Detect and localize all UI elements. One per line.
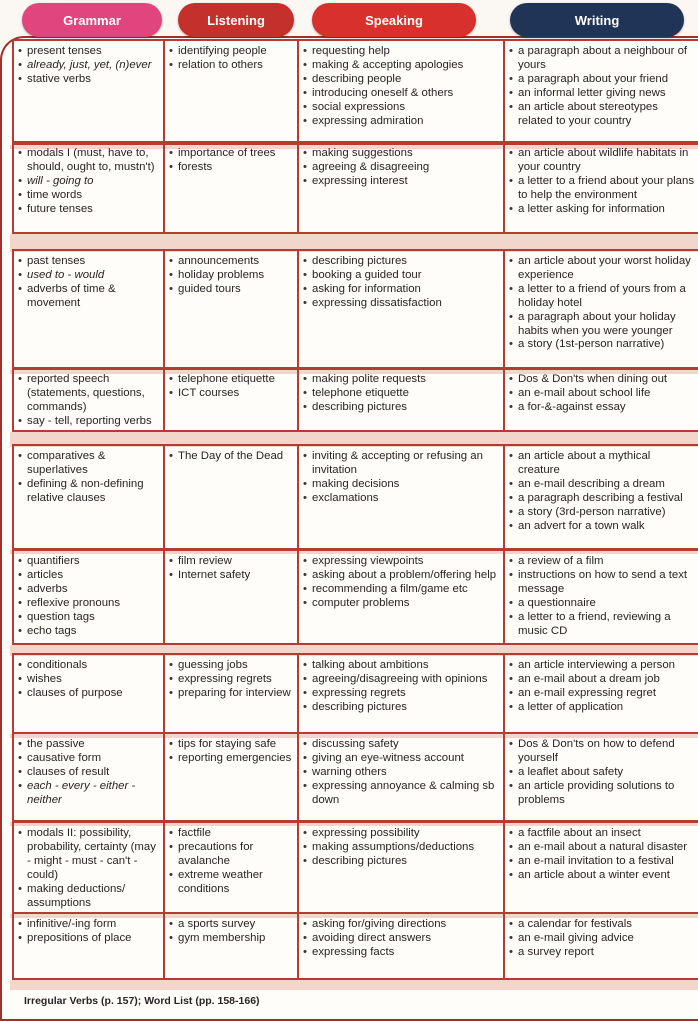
list-item: • instructions on how to send a text message: [505, 569, 695, 597]
list-item: • reflexive pronouns: [14, 597, 162, 611]
grammar-topic-list: [14, 659, 162, 701]
listening-topic-list: [165, 147, 296, 175]
list-item: • present tenses: [14, 45, 162, 59]
list-item: • talking about ambitions: [299, 659, 502, 673]
list-item: • inviting & accepting or refusing an invitation: [299, 450, 502, 478]
grammar-topic-list: [14, 450, 162, 506]
list-item: • recommending a film/game etc: [299, 583, 502, 597]
list-item: • avoiding direct answers: [299, 932, 502, 946]
cell-grammar: [14, 146, 165, 217]
list-item: • expressing annoyance & calming sb down: [299, 780, 502, 808]
listening-topic-list: [165, 827, 296, 897]
list-item: • an e-mail about a natural disaster: [505, 841, 695, 855]
cell-grammar: [14, 44, 165, 87]
cell-listening: [165, 554, 299, 583]
writing-topic-list: [505, 918, 695, 960]
list-item: • a story (3rd-person narrative): [505, 506, 695, 520]
list-item: • an e-mail invitation to a festival: [505, 855, 695, 869]
list-item: • the passive: [14, 738, 162, 752]
tab-grammar[interactable]: Grammar: [22, 3, 162, 37]
list-item: • wishes: [14, 673, 162, 687]
list-item: • modals I (must, have to, should, ought to, mustn't): [14, 147, 162, 175]
list-item: • used to - would: [14, 269, 162, 283]
list-item: • question tags: [14, 611, 162, 625]
cell-listening: [165, 254, 299, 297]
list-item: • gym membership: [165, 932, 296, 946]
writing-topic-list: [505, 659, 695, 715]
list-item: • stative verbs: [14, 73, 162, 87]
list-item: • expressing interest: [299, 175, 502, 189]
cell-grammar: [14, 826, 165, 910]
column-headers: [0, 0, 698, 40]
cell-grammar: [14, 658, 165, 701]
grammar-topic-list: [14, 45, 162, 87]
list-item: • making & accepting apologies: [299, 59, 502, 73]
cell-speaking: [299, 449, 505, 506]
speaking-topic-list: [299, 555, 502, 611]
list-item: • asking about a problem/offering help: [299, 569, 502, 583]
row-border: [12, 444, 698, 446]
list-item: • agreeing & disagreeing: [299, 161, 502, 175]
listening-topic-list: [165, 450, 296, 464]
list-item: • an e-mail describing a dream: [505, 478, 695, 492]
list-item: • already, just, yet, (n)ever: [14, 59, 162, 73]
list-item: • guessing jobs: [165, 659, 296, 673]
speaking-topic-list: [299, 827, 502, 869]
list-item: • a paragraph about a neighbour of yours: [505, 45, 695, 73]
cell-writing: [505, 449, 698, 533]
tab-listening[interactable]: Listening: [178, 3, 294, 37]
list-item: • adverbs of time & movement: [14, 283, 162, 311]
writing-topic-list: [505, 255, 695, 352]
row-separator: [10, 980, 698, 990]
list-item: • requesting help: [299, 45, 502, 59]
list-item: • a for-&-against essay: [505, 401, 695, 415]
cell-grammar: [14, 554, 165, 638]
list-item: • an informal letter giving news: [505, 87, 695, 101]
cell-writing: [505, 554, 698, 638]
cell-speaking: [299, 826, 505, 869]
cell-writing: [505, 44, 698, 128]
list-item: • articles: [14, 569, 162, 583]
list-item: • an article about a mythical creature: [505, 450, 695, 478]
list-item: • computer problems: [299, 597, 502, 611]
grammar-topic-list: [14, 147, 162, 217]
speaking-topic-list: [299, 450, 502, 506]
list-item: • conditionals: [14, 659, 162, 673]
list-item: • expressing viewpoints: [299, 555, 502, 569]
row-border: [12, 232, 698, 234]
speaking-topic-list: [299, 373, 502, 415]
list-item: • exclamations: [299, 492, 502, 506]
list-item: • future tenses: [14, 203, 162, 217]
grammar-topic-list: [14, 738, 162, 808]
list-item: • an e-mail expressing regret: [505, 687, 695, 701]
speaking-topic-list: [299, 659, 502, 715]
list-item: • Dos & Don'ts when dining out: [505, 373, 695, 387]
list-item: • precautions for avalanche: [165, 841, 296, 869]
list-item: • guided tours: [165, 283, 296, 297]
listening-topic-list: [165, 255, 296, 297]
cell-listening: [165, 737, 299, 766]
list-item: • announcements: [165, 255, 296, 269]
list-item: • describing pictures: [299, 701, 502, 715]
list-item: • a letter to a friend, reviewing a music CD: [505, 611, 695, 639]
row-border: [12, 821, 698, 823]
list-item: • an article interviewing a person: [505, 659, 695, 673]
row-border: [12, 143, 698, 145]
list-item: • defining & non-defining relative clauses: [14, 478, 162, 506]
list-item: • each - every - either - neither: [14, 780, 162, 808]
list-item: • say - tell, reporting verbs: [14, 415, 162, 429]
list-item: • agreeing/disagreeing with opinions: [299, 673, 502, 687]
cell-speaking: [299, 917, 505, 960]
grammar-topic-list: [14, 255, 162, 311]
list-item: • clauses of purpose: [14, 687, 162, 701]
list-item: • prepositions of place: [14, 932, 162, 946]
list-item: • an article about stereotypes related to your country: [505, 101, 695, 129]
list-item: • expressing regrets: [165, 673, 296, 687]
footer-note: Irregular Verbs (p. 157); Word List (pp. 158-166): [24, 995, 260, 1007]
speaking-topic-list: [299, 255, 502, 311]
list-item: • an advert for a town walk: [505, 520, 695, 534]
row-border: [12, 249, 698, 251]
list-item: • telephone etiquette: [165, 373, 296, 387]
list-item: • social expressions: [299, 101, 502, 115]
list-item: • asking for information: [299, 283, 502, 297]
listening-topic-list: [165, 555, 296, 583]
listening-topic-list: [165, 373, 296, 401]
list-item: • past tenses: [14, 255, 162, 269]
list-item: • clauses of result: [14, 766, 162, 780]
list-item: • discussing safety: [299, 738, 502, 752]
list-item: • an e-mail about a dream job: [505, 673, 695, 687]
writing-topic-list: [505, 555, 695, 638]
list-item: • adverbs: [14, 583, 162, 597]
list-item: • a paragraph describing a festival: [505, 492, 695, 506]
list-item: • an e-mail about school life: [505, 387, 695, 401]
list-item: • making deductions/ assumptions: [14, 883, 162, 911]
list-item: • asking for/giving directions: [299, 918, 502, 932]
listening-topic-list: [165, 738, 296, 766]
grammar-topic-list: [14, 918, 162, 946]
cell-grammar: [14, 917, 165, 946]
writing-topic-list: [505, 45, 695, 128]
cell-grammar: [14, 449, 165, 506]
list-item: • The Day of the Dead: [165, 450, 296, 464]
cell-writing: [505, 737, 698, 808]
list-item: • a letter to a friend about your plans to help the environment: [505, 175, 695, 203]
cell-speaking: [299, 254, 505, 311]
list-item: • a factfile about an insect: [505, 827, 695, 841]
list-item: • expressing facts: [299, 946, 502, 960]
tab-speaking[interactable]: Speaking: [312, 3, 476, 37]
list-item: • making assumptions/deductions: [299, 841, 502, 855]
row-border: [12, 643, 698, 645]
listening-topic-list: [165, 45, 296, 73]
list-item: • a questionnaire: [505, 597, 695, 611]
list-item: • describing pictures: [299, 255, 502, 269]
cell-listening: [165, 372, 299, 401]
cell-listening: [165, 44, 299, 73]
row-border: [12, 141, 698, 143]
row-border: [12, 978, 698, 980]
list-item: • a calendar for festivals: [505, 918, 695, 932]
list-item: • modals II: possibility, probability, certainty (may - might - must - can't - could): [14, 827, 162, 883]
list-item: • expressing admiration: [299, 115, 502, 129]
cell-speaking: [299, 737, 505, 808]
cell-writing: [505, 372, 698, 415]
cell-speaking: [299, 554, 505, 611]
writing-topic-list: [505, 738, 695, 808]
list-item: • forests: [165, 161, 296, 175]
list-item: • giving an eye-witness account: [299, 752, 502, 766]
list-item: • infinitive/-ing form: [14, 918, 162, 932]
list-item: • an article about your worst holiday experience: [505, 255, 695, 283]
cell-listening: [165, 658, 299, 701]
list-item: • film review: [165, 555, 296, 569]
list-item: • a survey report: [505, 946, 695, 960]
list-item: • Internet safety: [165, 569, 296, 583]
writing-topic-list: [505, 147, 695, 217]
list-item: • a letter of application: [505, 701, 695, 715]
list-item: • a story (1st-person narrative): [505, 338, 695, 352]
row-border: [12, 430, 698, 432]
speaking-topic-list: [299, 738, 502, 808]
list-item: • an e-mail giving advice: [505, 932, 695, 946]
list-item: • telephone etiquette: [299, 387, 502, 401]
list-item: • an article providing solutions to problems: [505, 780, 695, 808]
list-item: • comparatives & superlatives: [14, 450, 162, 478]
list-item: • a letter asking for information: [505, 203, 695, 217]
list-item: • Dos & Don'ts on how to defend yourself: [505, 738, 695, 766]
speaking-topic-list: [299, 45, 502, 128]
list-item: • an article about a winter event: [505, 869, 695, 883]
cell-listening: [165, 146, 299, 175]
writing-topic-list: [505, 827, 695, 883]
list-item: • factfile: [165, 827, 296, 841]
writing-topic-list: [505, 373, 695, 415]
list-item: • time words: [14, 189, 162, 203]
list-item: • reporting emergencies: [165, 752, 296, 766]
row-border: [12, 367, 698, 369]
grammar-topic-list: [14, 373, 162, 429]
list-item: • describing pictures: [299, 401, 502, 415]
list-item: • making suggestions: [299, 147, 502, 161]
cell-speaking: [299, 146, 505, 189]
cell-speaking: [299, 658, 505, 715]
list-item: • relation to others: [165, 59, 296, 73]
list-item: • a paragraph about your holiday habits when you were younger: [505, 311, 695, 339]
cell-listening: [165, 826, 299, 897]
list-item: • a paragraph about your friend: [505, 73, 695, 87]
tab-writing[interactable]: Writing: [510, 3, 684, 37]
list-item: • causative form: [14, 752, 162, 766]
list-item: • a leaflet about safety: [505, 766, 695, 780]
list-item: • warning others: [299, 766, 502, 780]
cell-grammar: [14, 254, 165, 311]
cell-writing: [505, 254, 698, 352]
list-item: • expressing possibility: [299, 827, 502, 841]
list-item: • expressing dissatisfaction: [299, 297, 502, 311]
list-item: • extreme weather conditions: [165, 869, 296, 897]
listening-topic-list: [165, 918, 296, 946]
list-item: • will - going to: [14, 175, 162, 189]
cell-grammar: [14, 737, 165, 808]
cell-writing: [505, 917, 698, 960]
cell-writing: [505, 658, 698, 715]
cell-speaking: [299, 44, 505, 128]
listening-topic-list: [165, 659, 296, 701]
row-border: [12, 549, 698, 551]
list-item: • holiday problems: [165, 269, 296, 283]
list-item: • echo tags: [14, 625, 162, 639]
list-item: • quantifiers: [14, 555, 162, 569]
grammar-topic-list: [14, 827, 162, 910]
cell-speaking: [299, 372, 505, 415]
list-item: • tips for staying safe: [165, 738, 296, 752]
writing-topic-list: [505, 450, 695, 533]
cell-writing: [505, 826, 698, 883]
list-item: • describing people: [299, 73, 502, 87]
cell-grammar: [14, 372, 165, 429]
list-item: • a review of a film: [505, 555, 695, 569]
speaking-topic-list: [299, 918, 502, 960]
list-item: • a letter to a friend of yours from a holiday hotel: [505, 283, 695, 311]
row-border: [12, 653, 698, 655]
list-item: • describing pictures: [299, 855, 502, 869]
list-item: • making polite requests: [299, 373, 502, 387]
list-item: • a sports survey: [165, 918, 296, 932]
list-item: • booking a guided tour: [299, 269, 502, 283]
list-item: • reported speech (statements, questions, commands): [14, 373, 162, 415]
speaking-topic-list: [299, 147, 502, 189]
list-item: • identifying people: [165, 45, 296, 59]
list-item: • preparing for interview: [165, 687, 296, 701]
list-item: • ICT courses: [165, 387, 296, 401]
cell-listening: [165, 917, 299, 946]
list-item: • making decisions: [299, 478, 502, 492]
cell-listening: [165, 449, 299, 464]
row-border: [12, 732, 698, 734]
list-item: • expressing regrets: [299, 687, 502, 701]
grammar-topic-list: [14, 555, 162, 638]
row-border: [12, 39, 698, 41]
cell-writing: [505, 146, 698, 217]
list-item: • an article about wildlife habitats in your country: [505, 147, 695, 175]
list-item: • introducing oneself & others: [299, 87, 502, 101]
row-border: [12, 912, 698, 914]
list-item: • importance of trees: [165, 147, 296, 161]
